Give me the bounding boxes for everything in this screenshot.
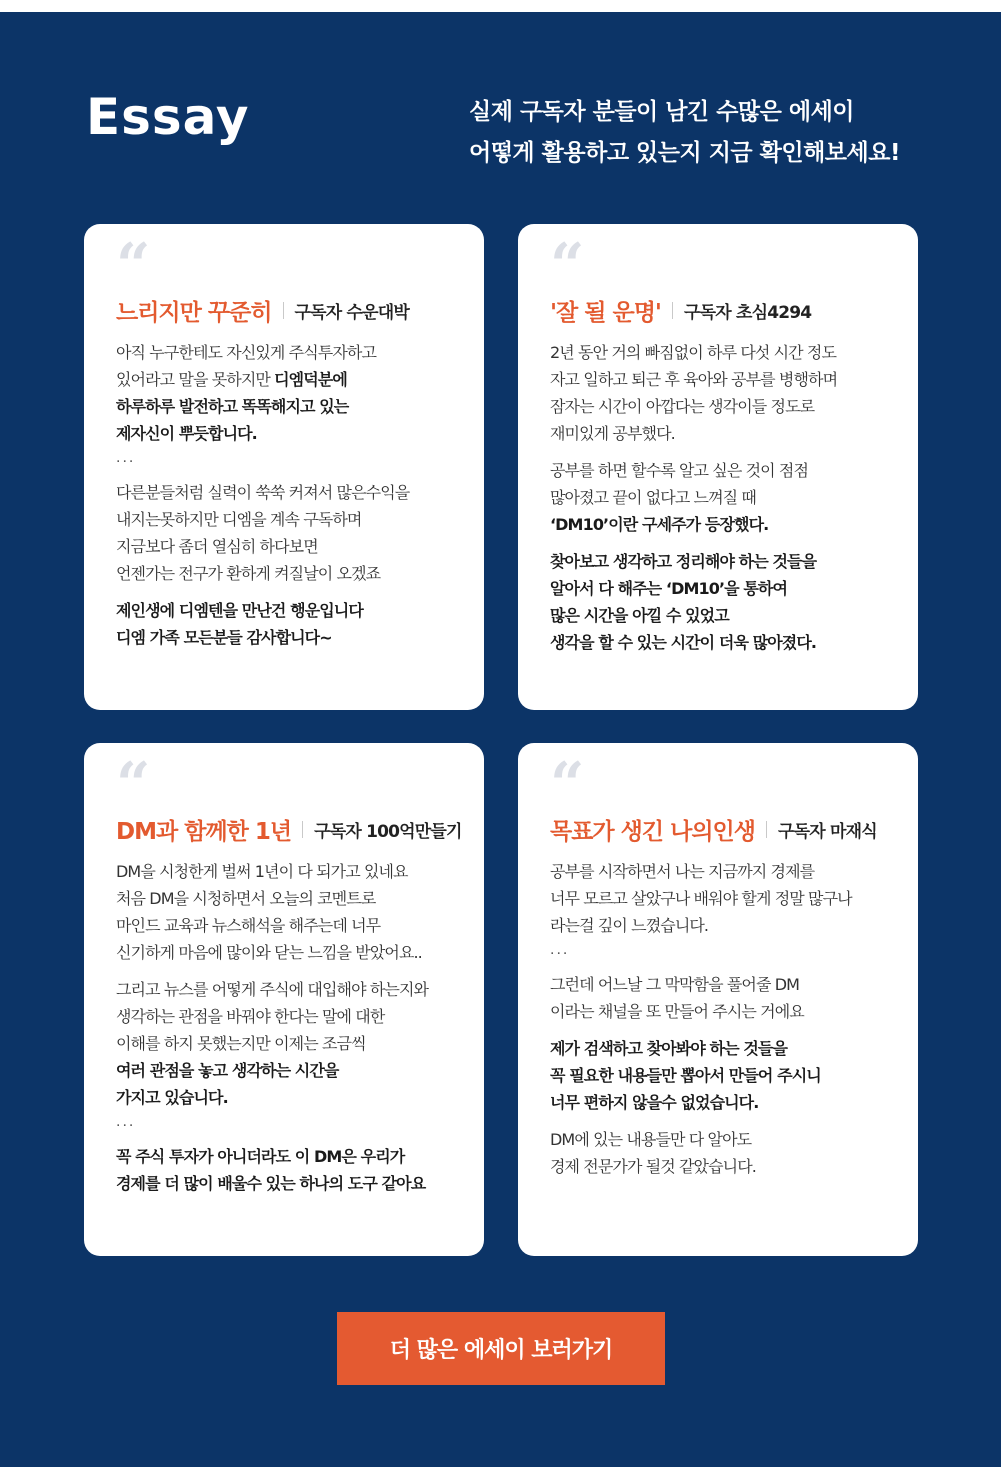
quote-icon: “	[550, 231, 581, 301]
more-essays-button[interactable]: 더 많은 에세이 보러가기	[337, 1312, 665, 1385]
line-text: 너무 편하지 않을수 없었습니다.	[550, 1093, 759, 1112]
card-header	[116, 294, 464, 327]
essay-paragraph	[116, 479, 464, 587]
essay-line	[550, 1035, 898, 1062]
line-text: 재미있게 공부했다.	[550, 424, 675, 443]
essay-line	[116, 1143, 464, 1170]
essay-line	[550, 366, 898, 393]
line-text: 디엠 가족 모든분들 감사합니다~	[116, 628, 332, 647]
line-text: 많은 시간을 아낄 수 있었고	[550, 606, 729, 625]
line-text: 마인드 교육과 뉴스해석을 해주는데 너무	[116, 916, 381, 935]
line-text: ‘DM10’이란 구세주가 등장했다.	[550, 515, 769, 534]
line-text: 꼭 주식 투자가 아니더라도 이 DM은 우리가	[116, 1147, 405, 1166]
line-text: DM에 있는 내용들만 다 알아도	[550, 1130, 752, 1149]
divider	[672, 302, 673, 319]
quote-icon: “	[550, 750, 581, 820]
essay-line	[116, 624, 464, 651]
essay-paragraph	[116, 1143, 464, 1197]
essay-line	[550, 912, 898, 939]
section-title: Essay	[86, 88, 250, 146]
card-author: 구독자 초심4294	[683, 303, 812, 323]
essay-line	[116, 1030, 464, 1057]
essay-line	[550, 575, 898, 602]
essay-line	[550, 457, 898, 484]
card-author: 구독자 수운대박	[294, 303, 410, 323]
essay-paragraph	[550, 457, 898, 538]
essay-line	[116, 976, 464, 1003]
card-title: 느리지만 꾸준히	[116, 300, 272, 326]
essay-card	[84, 224, 484, 710]
essay-line	[550, 971, 898, 998]
line-text-bold: 디엠덕분에	[274, 370, 347, 389]
essay-paragraph	[550, 1126, 898, 1180]
essay-line	[550, 998, 898, 1025]
essay-line	[550, 885, 898, 912]
essay-paragraph	[550, 548, 898, 656]
essay-card	[518, 743, 918, 1256]
essay-line	[116, 479, 464, 506]
essay-line	[550, 858, 898, 885]
essay-card	[84, 743, 484, 1256]
section-subtitle	[469, 92, 900, 174]
line-text: 있어라고 말을 못하지만	[116, 370, 275, 389]
essay-line	[116, 393, 464, 420]
essay-line	[116, 1170, 464, 1197]
line-text: 신기하게 마음에 많이와 닫는 느낌을 받았어요..	[116, 943, 422, 962]
card-header	[550, 813, 898, 846]
essay-line	[550, 484, 898, 511]
essay-line	[116, 858, 464, 885]
line-text: 라는걸 깊이 느꼈습니다.	[550, 916, 709, 935]
divider	[766, 821, 767, 838]
essay-line	[550, 420, 898, 447]
line-text: 생각을 할 수 있는 시간이 더욱 많아졌다.	[550, 633, 817, 652]
essay-paragraph	[550, 971, 898, 1025]
line-text: 알아서 다 해주는 ‘DM10’을 통하여	[550, 579, 788, 598]
essay-line	[550, 629, 898, 656]
essay-paragraph	[116, 597, 464, 651]
card-header	[550, 294, 898, 327]
ellipsis: ...	[550, 941, 570, 958]
line-text: 여러 관점을 놓고 생각하는 시간을	[116, 1061, 339, 1080]
ellipsis: ...	[116, 1113, 136, 1130]
line-text: 아직 누구한테도 자신있게 주식투자하고	[116, 343, 377, 362]
line-text: 찾아보고 생각하고 정리해야 하는 것들을	[550, 552, 817, 571]
card-title: DM과 함께한 1년	[116, 819, 292, 845]
essay-line	[116, 420, 464, 447]
card-author: 구독자 100억만들기	[314, 822, 462, 842]
line-text: 꼭 필요한 내용들만 뽑아서 만들어 주시니	[550, 1066, 821, 1085]
card-title: 목표가 생긴 나의인생	[550, 819, 755, 845]
divider	[302, 821, 303, 838]
essay-line	[116, 506, 464, 533]
essay-paragraph	[116, 858, 464, 966]
essay-line	[550, 339, 898, 366]
essay-line	[550, 1153, 898, 1180]
line-text: 제가 검색하고 찾아봐야 하는 것들을	[550, 1039, 788, 1058]
line-text: 제자신이 뿌듯합니다.	[116, 424, 257, 443]
card-author: 구독자 마재식	[777, 822, 877, 842]
line-text: 가지고 있습니다.	[116, 1088, 228, 1107]
quote-icon: “	[116, 231, 147, 301]
line-text: 하루하루 발전하고 똑똑해지고 있는	[116, 397, 349, 416]
essay-line	[116, 366, 464, 393]
essay-paragraph	[116, 976, 464, 1111]
line-text: 자고 일하고 퇴근 후 육아와 공부를 병행하며	[550, 370, 838, 389]
essay-paragraph	[550, 339, 898, 447]
essay-card	[518, 224, 918, 710]
line-text: 2년 동안 거의 빠짐없이 하루 다섯 시간 정도	[550, 343, 837, 362]
line-text: 잠자는 시간이 아깝다는 생각이들 정도로	[550, 397, 815, 416]
line-text: 지금보다 좀더 열심히 하다보면	[116, 537, 318, 556]
line-text: DM을 시청한게 벌써 1년이 다 되가고 있네요	[116, 862, 408, 881]
line-text: 내지는못하지만 디엠을 계속 구독하며	[116, 510, 362, 529]
card-header	[116, 813, 464, 846]
essay-line	[116, 339, 464, 366]
essay-paragraph	[550, 858, 898, 939]
essay-line	[550, 548, 898, 575]
line-text: 경제를 더 많이 배울수 있는 하나의 도구 같아요	[116, 1174, 426, 1193]
essay-line	[116, 560, 464, 587]
line-text: 처음 DM을 시청하면서 오늘의 코멘트로	[116, 889, 376, 908]
essay-line	[550, 1089, 898, 1116]
line-text: 제인생에 디엠텐을 만난건 행운입니다	[116, 601, 363, 620]
essay-line	[550, 602, 898, 629]
essay-line	[550, 1126, 898, 1153]
essay-line	[116, 1084, 464, 1111]
card-title: '잘 될 운명'	[550, 300, 661, 326]
line-text: 그리고 뉴스를 어떻게 주식에 대입해야 하는지와	[116, 980, 429, 999]
line-text: 너무 모르고 살았구나 배워야 할게 정말 많구나	[550, 889, 852, 908]
essay-line	[116, 1003, 464, 1030]
essay-paragraph	[550, 1035, 898, 1116]
essay-line	[550, 511, 898, 538]
ellipsis: ...	[116, 449, 136, 466]
line-text: 공부를 시작하면서 나는 지금까지 경제를	[550, 862, 815, 881]
essay-line	[550, 1062, 898, 1089]
essay-line	[116, 912, 464, 939]
line-text: 언젠가는 전구가 환하게 켜질날이 오겠죠	[116, 564, 381, 583]
essay-line	[116, 597, 464, 624]
essay-line	[116, 1057, 464, 1084]
line-text: 다른분들처럼 실력이 쑥쑥 커져서 많은수익을	[116, 483, 410, 502]
essay-paragraph	[116, 339, 464, 447]
line-text: 생각하는 관점을 바꿔야 한다는 말에 대한	[116, 1007, 385, 1026]
essay-line	[550, 393, 898, 420]
line-text: 공부를 하면 할수록 알고 싶은 것이 점점	[550, 461, 809, 480]
line-text: 이라는 채널을 또 만들어 주시는 거에요	[550, 1002, 804, 1021]
essay-line	[116, 533, 464, 560]
subtitle-line: 어떻게 활용하고 있는지 지금 확인해보세요!	[469, 140, 900, 166]
divider	[283, 302, 284, 319]
line-text: 이해를 하지 못했는지만 이제는 조금씩	[116, 1034, 366, 1053]
line-text: 그런데 어느날 그 막막함을 풀어줄 DM	[550, 975, 800, 994]
essay-line	[116, 939, 464, 966]
line-text: 많아졌고 끝이 없다고 느껴질 때	[550, 488, 756, 507]
line-text: 경제 전문가가 될것 같았습니다.	[550, 1157, 756, 1176]
subtitle-line: 실제 구독자 분들이 남긴 수많은 에세이	[469, 99, 855, 125]
quote-icon: “	[116, 750, 147, 820]
essay-line	[116, 885, 464, 912]
